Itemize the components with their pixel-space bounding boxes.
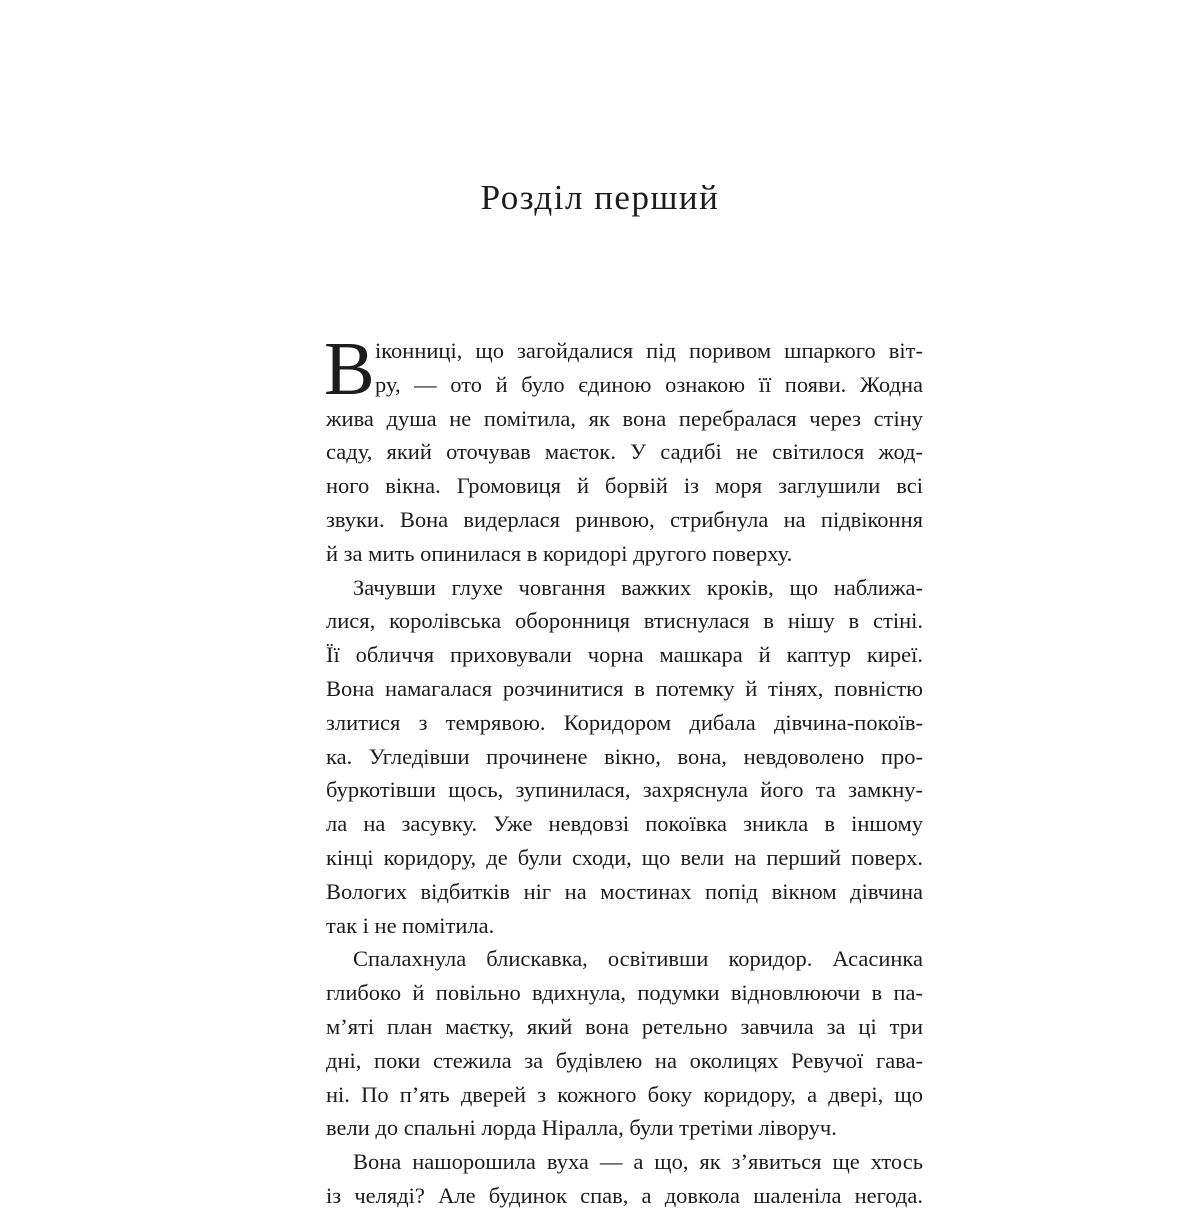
text-line: Вона нашорошила вуха — а що, як з’явиться ще хтось xyxy=(353,1149,923,1175)
text-line: дні, поки стежила за будівлею на околицях Ревучої гава- xyxy=(326,1047,923,1073)
text-line: Вона намагалася розчинитися в потемку й тінях, повністю xyxy=(326,675,923,701)
text-line: Вологих відбитків ніг на мостинах попід вікном дівчина xyxy=(326,878,923,904)
text-line: іконниці, що загойдалися під поривом шпаркого віт- xyxy=(375,338,923,363)
text-line: Зачувши глухе човгання важких кроків, що наближа- xyxy=(353,574,923,600)
text-line: лися, королівська оборонниця втиснулася в нішу в стіні. xyxy=(326,608,923,634)
text-line: із челяді? Але будинок спав, а довкола шаленіла негода. xyxy=(326,1182,923,1208)
text-line: буркотівши щось, зупинилася, захряснула його та замкну- xyxy=(326,777,923,803)
text-line: Спалахнула блискавка, освітивши коридор. Асасинка xyxy=(353,946,923,972)
text-line: м’яті план маєтку, який вона ретельно завчила за ці три xyxy=(326,1013,923,1039)
text-line: так і не помітила. xyxy=(326,912,495,938)
text-line: кінці коридору, де були сходи, що вели на перший поверх. xyxy=(326,844,923,870)
text-line: ні. По п’ять дверей з кожного боку коридору, а двері, що xyxy=(326,1081,923,1107)
text-line: жива душа не помітила, як вона перебралася через стіну xyxy=(326,405,923,431)
text-line: ного вікна. Громовиця й борвій із моря заглушили всі xyxy=(326,473,923,499)
text-line: ру, — ото й було єдиною ознакою її появи. Жодна xyxy=(375,371,923,397)
text-line: вели до спальні лорда Ніралла, були третіми ліворуч. xyxy=(326,1115,837,1141)
text-line: й за мить опинилася в коридорі другого поверху. xyxy=(326,540,793,566)
text-line: звуки. Вона видерлася ринвою, стрибнула на підвіконня xyxy=(326,506,923,532)
drop-cap: В xyxy=(324,327,375,411)
chapter-title: Розділ перший xyxy=(480,178,720,217)
text-line: ка. Угледівши прочинене вікно, вона, невдоволено про- xyxy=(326,743,923,769)
text-line: Її обличчя приховували чорна машкара й каптур киреї. xyxy=(326,642,923,668)
chapter-body xyxy=(324,327,923,1213)
text-line: злитися з темрявою. Коридором дибала дівчина-покоїв- xyxy=(326,709,923,735)
text-line: глибоко й повільно вдихнула, подумки відновлюючи в па- xyxy=(326,980,923,1006)
text-line: ла на засувку. Уже невдовзі покоївка зникла в іншому xyxy=(326,811,923,837)
text-line: саду, який оточував маєток. У садибі не світилося жод- xyxy=(326,439,923,465)
